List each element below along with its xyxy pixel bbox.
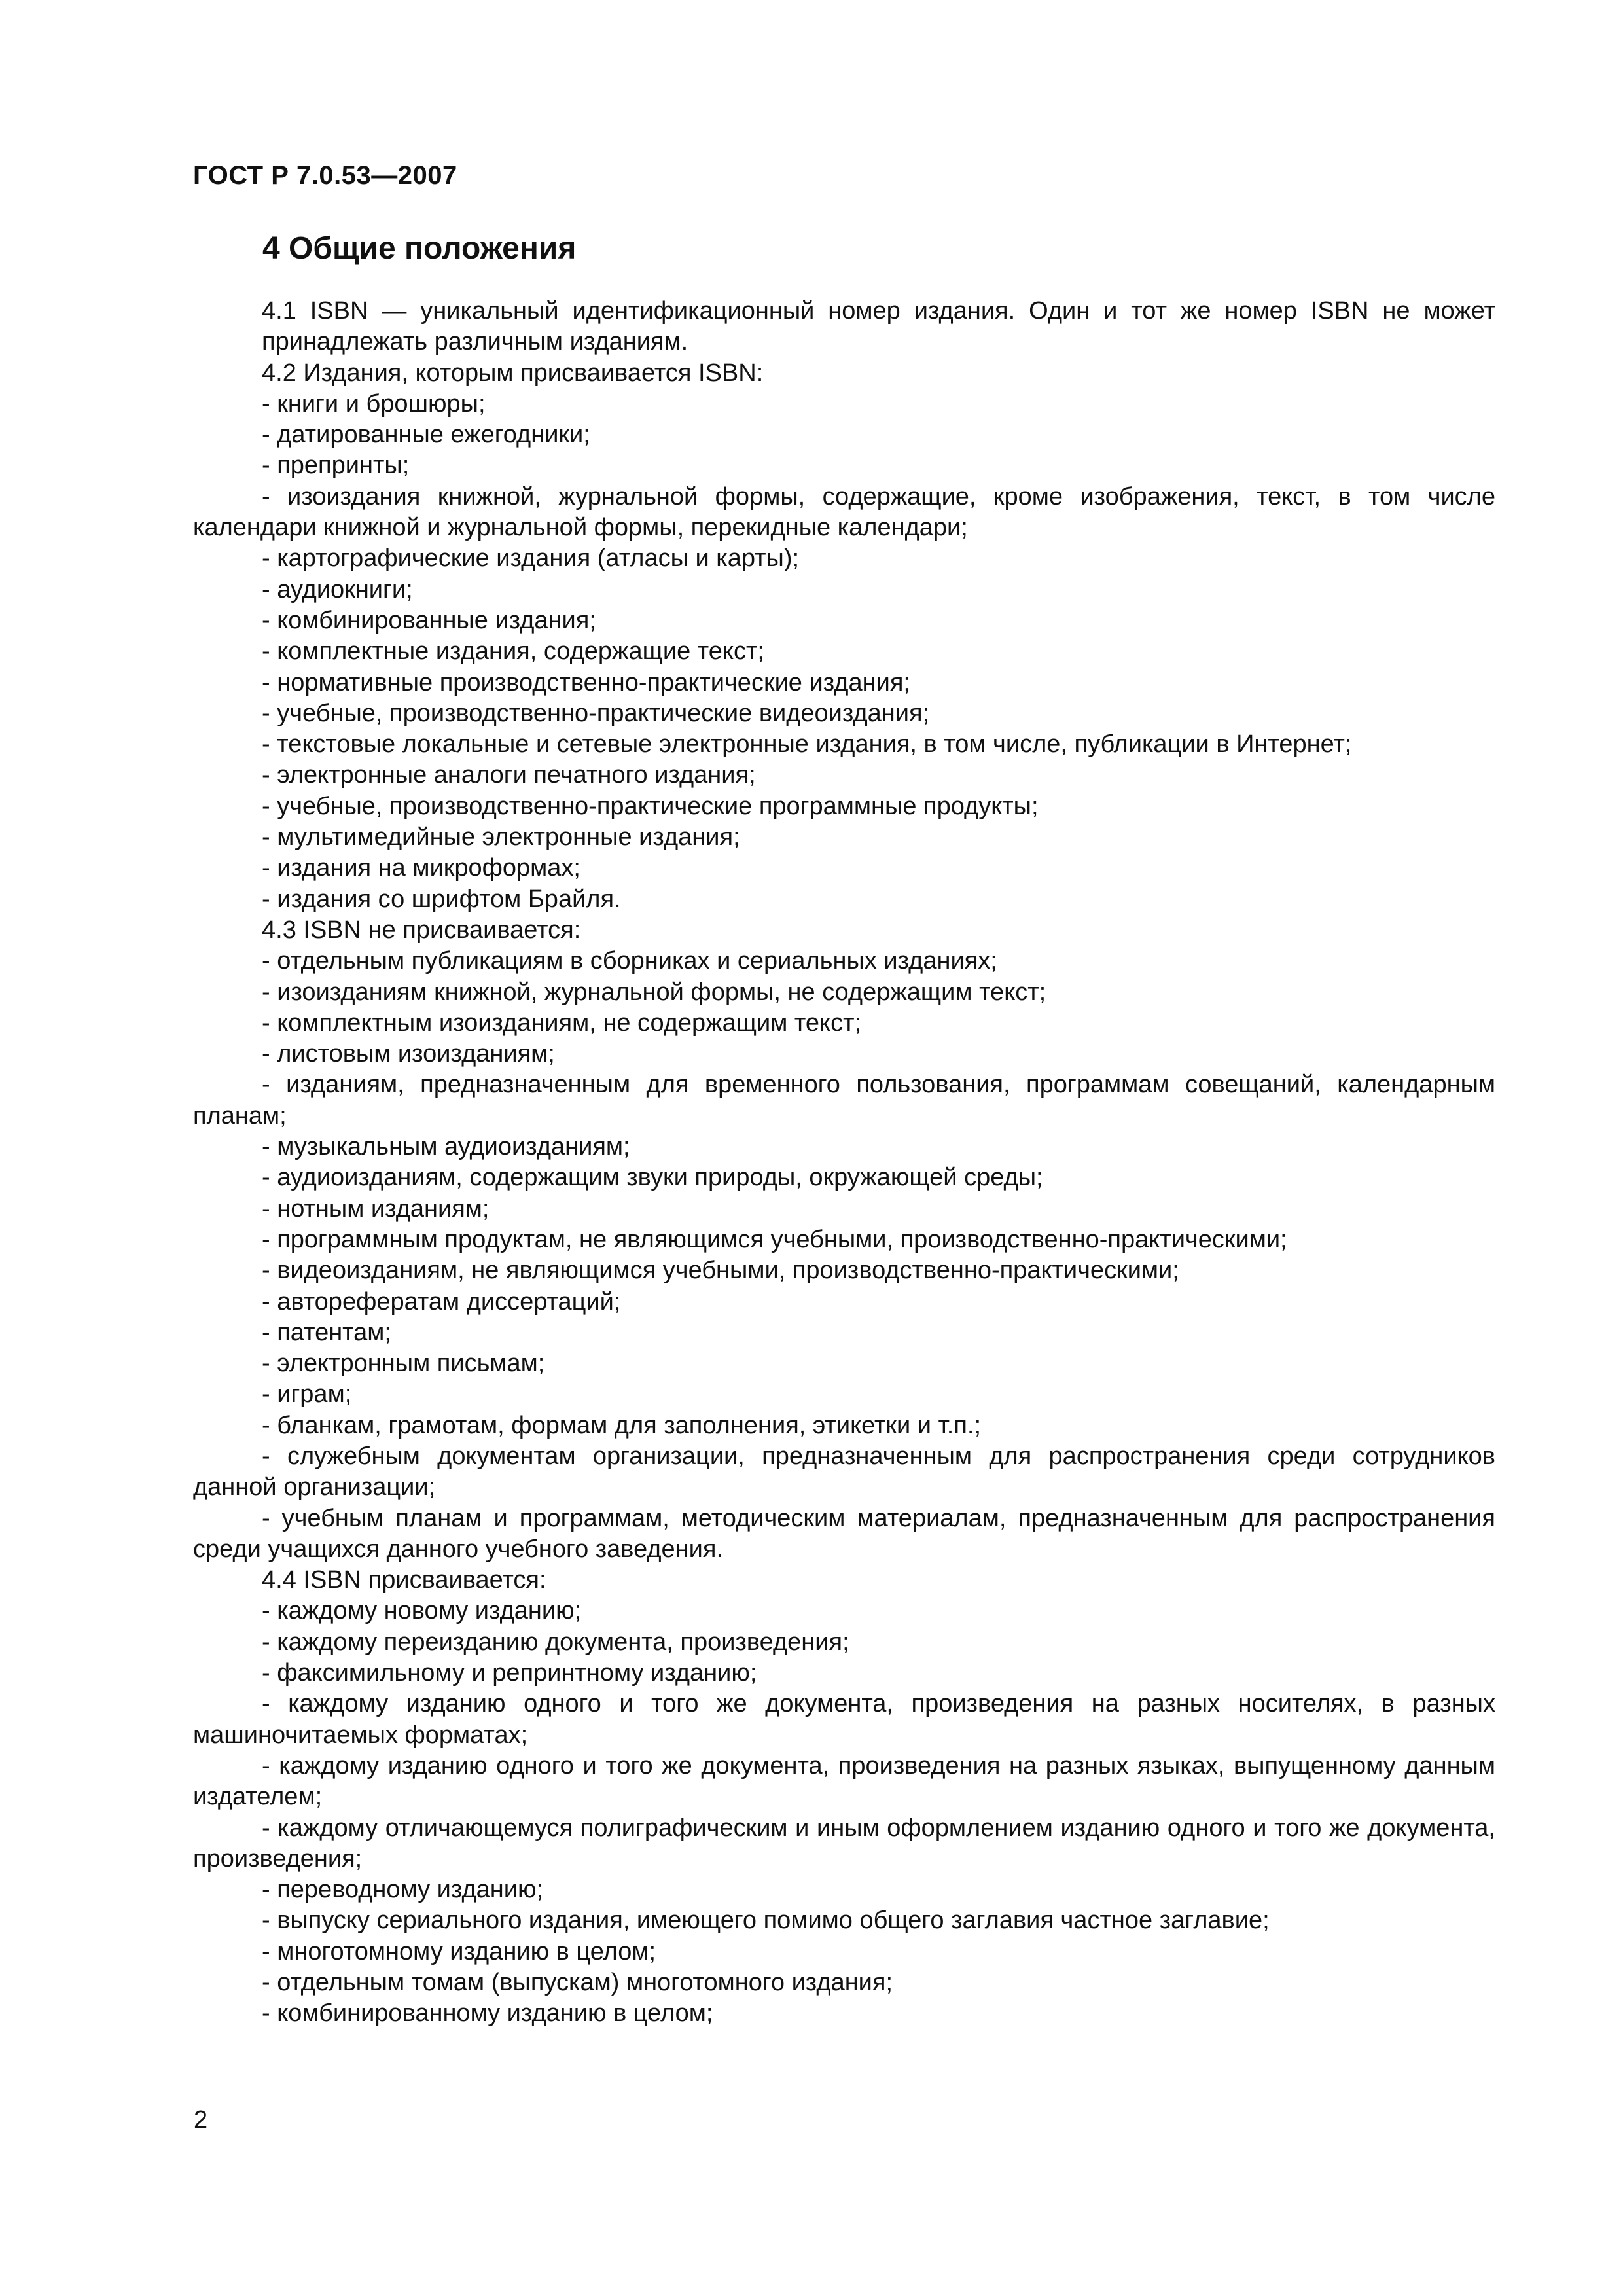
list-item: - препринты;	[262, 452, 410, 480]
list-item: - электронные аналоги печатного издания;	[262, 761, 756, 789]
list-item: - учебные, производственно-практические программные продукты;	[262, 792, 1039, 820]
list-item: - учебные, производственно-практические видеоиздания;	[262, 699, 930, 727]
list-item: - отдельным томам (выпускам) многотомного издания;	[262, 1969, 893, 1997]
list-item: - текстовые локальные и сетевые электронные издания, в том числе, публикации в Интернет;	[262, 730, 1352, 759]
list-item: - каждому отличающемуся полиграфическим и иным оформлением изданию одного и того же документа, произведения;	[193, 1814, 1495, 1873]
list-item: - изданиям, предназначенным для временного пользования, программам совещаний, календарным планам;	[193, 1071, 1495, 1130]
list-item: - патентам;	[262, 1318, 391, 1346]
list-item: - издания на микроформах;	[262, 854, 580, 882]
list-item: - изоиздания книжной, журнальной формы, содержащие, кроме изображения, текст, в том числе календари книжной и журнальной формы, перекидные календари;	[193, 482, 1495, 542]
list-item: - факсимильному и репринтному изданию;	[262, 1659, 757, 1687]
list-item: - переводному изданию;	[262, 1876, 544, 1904]
clause-4-4: 4.4 ISBN присваивается:	[262, 1566, 546, 1594]
clause-4-2: 4.2 Издания, которым присваивается ISBN:	[262, 359, 764, 387]
list-item: - многотомному изданию в целом;	[262, 1937, 656, 1965]
clause-4-1: 4.1 ISBN — уникальный идентификационный номер издания. Один и тот же номер ISBN не может принадлежать различным изданиям.	[262, 297, 1495, 356]
list-item: - музыкальным аудиоизданиям;	[262, 1133, 630, 1161]
document-code: ГОСТ Р 7.0.53—2007	[193, 161, 457, 190]
list-item: - каждому изданию одного и того же документа, произведения на разных языках, выпущенному данным издателем;	[193, 1751, 1495, 1811]
document-body	[193, 296, 1495, 2030]
section-title: 4 Общие положения	[262, 231, 577, 266]
list-item: - играм;	[262, 1380, 352, 1408]
list-item: - отдельным публикациям в сборниках и сериальных изданиях;	[262, 947, 997, 975]
list-item: - датированные ежегодники;	[262, 421, 590, 449]
list-item: - комбинированному изданию в целом;	[262, 2000, 713, 2028]
list-item: - программным продуктам, не являющимся учебными, производственно-практическими;	[262, 1225, 1287, 1253]
list-item: - аудиоизданиям, содержащим звуки природы, окружающей среды;	[262, 1164, 1043, 1192]
list-item: - служебным документам организации, предназначенным для распространения среди сотрудников данной организации;	[193, 1442, 1495, 1501]
list-item: - каждому новому изданию;	[262, 1597, 582, 1625]
list-item: - комбинированные издания;	[262, 606, 596, 634]
list-item: - выпуску сериального издания, имеющего помимо общего заглавия частное заглавие;	[262, 1907, 1270, 1935]
list-item: - книги и брошюры;	[262, 389, 486, 418]
list-item: - комплектные издания, содержащие текст;	[262, 637, 764, 666]
list-item: - листовым изоизданиям;	[262, 1040, 555, 1068]
page-number: 2	[194, 2106, 208, 2134]
list-item: - мультимедийные электронные издания;	[262, 823, 740, 852]
list-item: - нотным изданиям;	[262, 1194, 490, 1223]
list-item: - аудиокниги;	[262, 575, 413, 603]
list-item: - авторефератам диссертаций;	[262, 1287, 621, 1316]
list-item: - комплектным изоизданиям, не содержащим текст;	[262, 1009, 862, 1037]
list-item: - видеоизданиям, не являющимся учебными, производственно-практическими;	[262, 1257, 1179, 1285]
list-item: - электронным письмам;	[262, 1350, 545, 1378]
clause-4-3: 4.3 ISBN не присваивается:	[262, 916, 581, 944]
list-item: - картографические издания (атласы и карты);	[262, 545, 800, 573]
list-item: - каждому изданию одного и того же документа, произведения на разных носителях, в разных машиночитаемых форматах;	[193, 1690, 1495, 1749]
list-item: - каждому переизданию документа, произведения;	[262, 1628, 849, 1656]
list-item: - издания со шрифтом Брайля.	[262, 885, 621, 913]
list-item: - бланкам, грамотам, формам для заполнения, этикетки и т.п.;	[262, 1411, 982, 1439]
list-item: - нормативные производственно-практические издания;	[262, 668, 910, 696]
list-item: - учебным планам и программам, методическим материалам, предназначенным для распространения среди учащихся данного учебного заведения.	[193, 1504, 1495, 1563]
list-item: - изоизданиям книжной, журнальной формы, не содержащим текст;	[262, 978, 1046, 1006]
